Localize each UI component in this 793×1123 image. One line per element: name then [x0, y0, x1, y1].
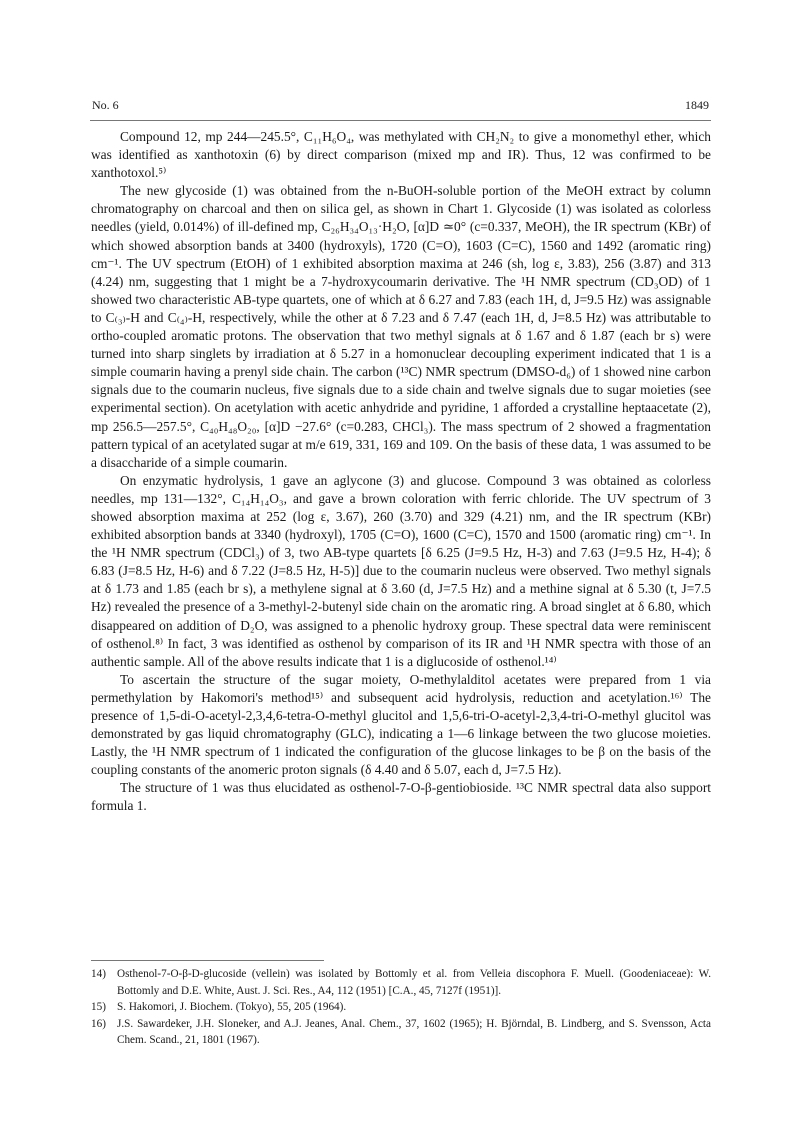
footnote-number: 16): [91, 1017, 106, 1030]
footnotes: [91, 966, 711, 1049]
paragraph-glycoside: The new glycoside (1) was obtained from the n-BuOH-soluble portion of the MeOH extract by column chromatography on charcoal and then on silica gel, as shown in Chart 1. Glycoside (1) was isolated as colorless needles (yield, 0.014%) of ill-defined mp, C₂₆H₃₄O₁₃·H₂O, [α]D ≃0° (c=0.337, MeOH), the IR spectrum (KBr) of which showed absorption bands at 3400 (hydroxyls), 1720 (C=O), 1603 (C=C), 1560 and 1492 (aromatic ring) cm⁻¹. The UV spectrum (EtOH) of 1 exhibited absorption maxima at 246 (sh, log ε, 3.83), 256 (3.87) and 313 (4.24) nm, suggesting that 1 might be a 7-hydroxycoumarin derivative. The ¹H NMR spectrum (CD₃OD) of 1 showed two characteristic AB-type quartets, one of which at δ 6.27 and 7.83 (each 1H, d, J=9.5 Hz) was assignable to C₍₃₎-H and C₍₄₎-H, respectively, while the other at δ 7.23 and δ 7.47 (each 1H, d, J=8.5 Hz) was attributable to ortho-coupled aromatic protons. The observation that two methyl signals at δ 1.67 and δ 1.87 (each br s) were turned into sharp singlets by irradiation at δ 5.27 in a homonuclear decoupling experiment indicated that 1 is a simple coumarin having a prenyl side chain. The carbon (¹³C) NMR spectrum (DMSO-d₆) of 1 showed nine carbon signals due to the coumarin nucleus, five signals due to a side chain and twelve signals due to sugar moieties (see experimental section). On acetylation with acetic anhydride and pyridine, 1 afforded a crystalline heptaacetate (2), mp 256.5—257.5°, C₄₀H₄₈O₂₀, [α]D −27.6° (c=0.283, CHCl₃). The mass spectrum of 2 showed a fragmentation pattern typical of an acetylated sugar at m/e 619, 331, 169 and 109. On the basis of these data, 1 was assumed to be a disaccharide of a simple coumarin.: [91, 183, 711, 470]
footnote-number: 14): [91, 968, 106, 980]
page-number: 1849: [685, 98, 709, 112]
footnote-14: [91, 966, 711, 999]
footnote-number: 15): [91, 1001, 106, 1014]
footnote-rule: [91, 960, 324, 961]
footnote-text: Osthenol-7-O-β-D-glucoside (vellein) was isolated by Bottomly et al. from Velleia discophora F. Muell. (Goodeniaceae): W. Bottomly and D.E. White, Aust. J. Sci. Res., A4, 112 (1951) [C.A., 45, 7127f (1951)].: [117, 968, 711, 997]
footnote-text: S. Hakomori, J. Biochem. (Tokyo), 55, 205 (1964).: [117, 1001, 347, 1014]
footnote-15: [91, 999, 711, 1016]
article-body: [91, 128, 711, 816]
issue-number: No. 6: [92, 98, 119, 112]
paragraph-hydrolysis: On enzymatic hydrolysis, 1 gave an aglycone (3) and glucose. Compound 3 was obtained as colorless needles, mp 131—132°, C₁₄H₁₄O₃, and gave a brown coloration with ferric chloride. The UV spectrum of 3 showed absorption maxima at 252 (log ε, 3.67), 260 (3.70) and 329 (4.21) nm, and the IR spectrum (KBr) exhibited absorption bands at 3340 (hydroxyl), 1705 (C=O), 1600 (C=C), 1570 and 1500 (aromatic ring) cm⁻¹. In the ¹H NMR spectrum (CDCl₃) of 3, two AB-type quartets [δ 6.25 (J=9.5 Hz, H-3) and 7.63 (J=9.5 Hz, H-4); δ 6.83 (J=8.5 Hz, H-6) and δ 7.22 (J=8.5 Hz, H-5)] due to the coumarin nucleus were observed. Two methyl signals at δ 1.73 and 1.85 (each br s), a methylene signal at δ 3.60 (d, J=7.5 Hz) and a methine signal at δ 5.30 (t, J=7.5 Hz) revealed the presence of a 3-methyl-2-butenyl side chain on the aromatic ring. A broad singlet at δ 6.80, which disappeared on addition of D₂O, was assigned to a phenolic hydroxy group. These spectral data were reminiscent of osthenol.⁸⁾ In fact, 3 was identified as osthenol by comparison of its IR and ¹H NMR spectra with those of an authentic sample. All of the above results indicate that 1 is a diglucoside of osthenol.¹⁴⁾: [91, 472, 711, 669]
footnote-text: J.S. Sawardeker, J.H. Sloneker, and A.J. Jeanes, Anal. Chem., 37, 1602 (1965); H. Björndal, B. Lindberg, and S. Svensson, Acta Chem. Scand., 21, 1801 (1967).: [117, 1017, 711, 1047]
footnote-16: [91, 1016, 711, 1049]
running-header: [92, 98, 709, 113]
paragraph-conclusion: The structure of 1 was thus elucidated as osthenol-7-O-β-gentiobioside. ¹³C NMR spectral data also support formula 1.: [91, 780, 711, 814]
header-rule: [90, 120, 711, 121]
paragraph-sugar-moiety: To ascertain the structure of the sugar moiety, O-methylalditol acetates were prepared from 1 via permethylation by Hakomori's method¹⁵⁾ and subsequent acid hydrolysis, reduction and acetylation.¹⁶⁾ The presence of 1,5-di-O-acetyl-2,3,4,6-tetra-O-methyl glucitol and 1,5,6-tri-O-acetyl-2,3,4-tri-O-methyl glucitol was demonstrated by gas liquid chromatography (GLC), indicating a 1—6 linkage between the two glucose moieties. Lastly, the ¹H NMR spectrum of 1 indicated the configuration of the glucose linkages to be β on the basis of the coupling constants of the anomeric proton signals (δ 4.40 and δ 5.07, each d, J=7.5 Hz).: [91, 671, 711, 778]
paragraph-xanthotoxol: Compound 12, mp 244—245.5°, C₁₁H₆O₄, was methylated with CH₂N₂ to give a monomethyl ether, which was identified as xanthotoxin (6) by direct comparison (mixed mp and IR). Thus, 12 was confirmed to be xanthotoxol.⁵⁾: [91, 129, 711, 181]
